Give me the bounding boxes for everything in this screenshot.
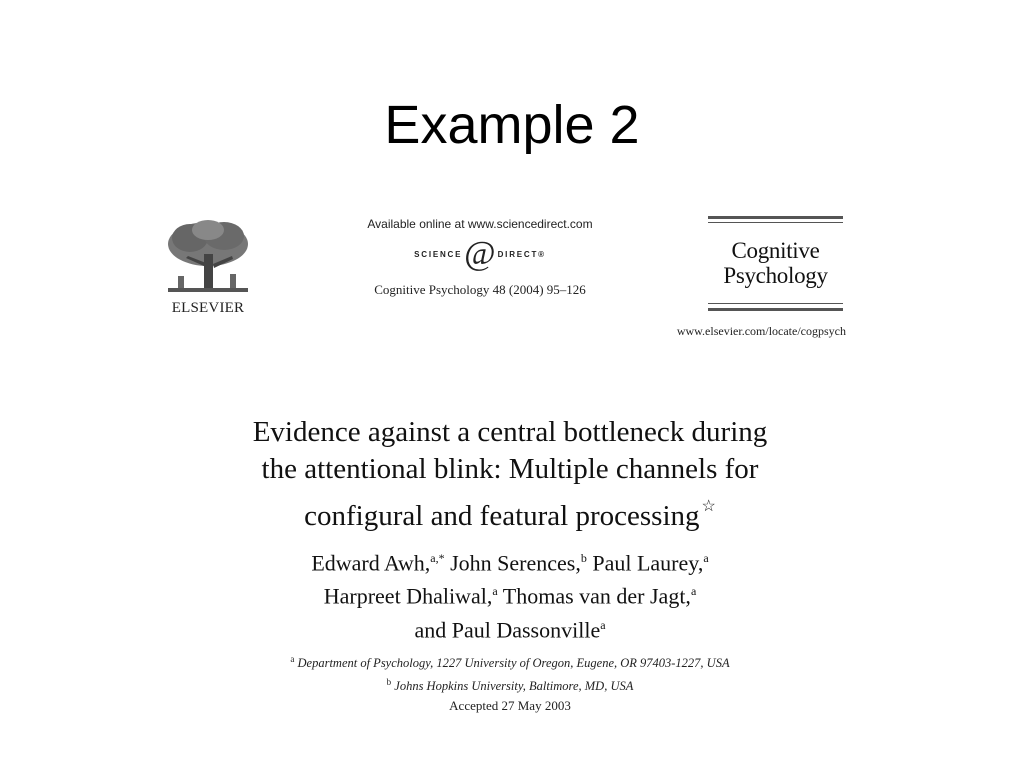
author-affiliation-mark: b	[580, 551, 587, 565]
slide-title: Example 2	[384, 95, 640, 155]
author-name: Edward Awh,	[311, 550, 431, 576]
paper-title-line: the attentional blink: Multiple channels for	[261, 453, 759, 485]
author-prefix: and	[414, 616, 452, 642]
journal-title-box	[708, 216, 843, 312]
affiliation-item	[160, 673, 860, 696]
top-rule-thin	[708, 222, 843, 223]
available-online-text: Available online at www.sciencedirect.com	[367, 217, 593, 231]
author-affiliation-mark: a	[690, 584, 697, 599]
journal-header	[330, 217, 630, 298]
bottom-rule	[708, 308, 843, 311]
paper-title-line: configural and featural processing ☆	[304, 498, 716, 532]
top-rule	[708, 216, 843, 219]
elsevier-tree-icon	[160, 218, 256, 298]
sciencedirect-left: SCIENCE	[414, 249, 463, 259]
sciencedirect-right: DIRECT	[497, 249, 539, 259]
paper-title	[160, 414, 860, 535]
author-line	[160, 577, 860, 610]
author-affiliation-mark: a	[703, 551, 709, 565]
author-line	[160, 611, 860, 644]
journal-url: www.elsevier.com/locate/cogpsych	[676, 324, 846, 338]
elsevier-wordmark: ELSEVIER	[171, 300, 245, 316]
journal-name	[708, 238, 843, 288]
author-affiliation-mark: a,*	[430, 551, 445, 565]
bottom-rule-thin	[708, 303, 843, 304]
affiliation-text: Johns Hopkins University, Baltimore, MD, USA	[394, 679, 634, 694]
affiliation-item	[160, 650, 860, 673]
elsevier-logo	[160, 218, 256, 318]
author-name: Harpreet Dhaliwal,	[323, 583, 493, 609]
author-affiliation-mark: a	[492, 584, 498, 599]
accepted-date: Accepted 27 May 2003	[449, 698, 571, 713]
affiliation-text: Department of Psychology, 1227 University of Oregon, Eugene, OR 97403-1227, USA	[297, 656, 730, 671]
affiliation-mark: a	[290, 654, 295, 664]
author-name: John Serences,	[450, 550, 581, 576]
author-name: Paul Laurey,	[592, 550, 704, 576]
author-line	[160, 544, 860, 577]
journal-citation: Cognitive Psychology 48 (2004) 95–126	[374, 282, 586, 297]
sciencedirect-logo	[330, 235, 630, 272]
journal-name-line2: Psychology	[723, 263, 828, 288]
paper-title-line: Evidence against a central bottleneck during	[252, 416, 768, 448]
author-name: Paul Dassonville	[451, 616, 601, 642]
footnote-star-icon: ☆	[701, 498, 716, 515]
affiliation-mark: b	[386, 677, 392, 688]
journal-name-line1: Cognitive	[731, 238, 820, 263]
registered-mark: ®	[538, 249, 546, 259]
affiliation-list	[160, 650, 860, 696]
sciencedirect-at-icon: @	[464, 235, 496, 272]
author-name: Thomas van der Jagt,	[502, 583, 691, 609]
author-affiliation-mark: a	[600, 617, 606, 632]
author-list	[160, 544, 860, 644]
